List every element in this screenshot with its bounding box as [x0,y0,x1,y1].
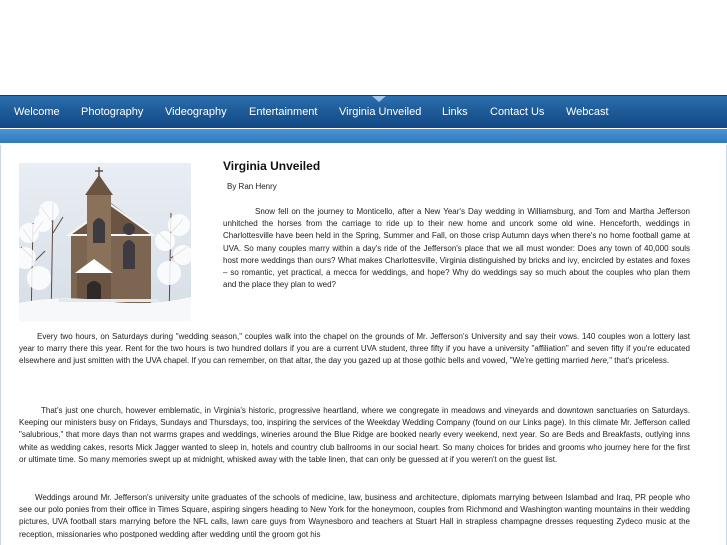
nav-virginia-unveiled[interactable]: Virginia Unveiled [339,106,422,118]
paragraph-3: That's just one church, however emblematic, in Virginia's historic, progressive heartland, where we congregate in meadows and vineyards and downtown sanctuaries on Saturdays. Keeping our ministers busy on Fridays, Sundays and Thursdays, too, inspiring the services of the Weekday Wedding Company (found on our Links page). In this climate Mr. Jefferson called "salubrious," that more days than not warms grapes and weddings, wineries around the Blue Ridge are booked nearly every weekend, next year. So are Beds and Breakfasts, outlying inns white as wedding cakes, resorts Mick Jagger wanted to sleep in, hotels and country club ballrooms in our social heart. So many choices for brides and grooms who journey here for the first or ultimate time. So many memories swept up at midnight, whisked away with the table linen, that can only be guessed at if you weren't on the guest list. [19,406,690,464]
paragraph-2 [19,331,690,368]
nav-links[interactable]: Links [442,106,468,118]
nav-contact-us[interactable]: Contact Us [490,106,545,118]
nav-entertainment[interactable]: Entertainment [249,106,318,118]
article-content [0,145,727,545]
nav-subbar [0,129,727,143]
main-nav [0,95,727,128]
article-byline: By Ran Henry [227,182,277,191]
paragraph-2-tail: " that's priceless. [609,356,670,366]
paragraph-4: Weddings around Mr. Jefferson's university unite graduates of the schools of medicine, law, business and architecture, diplomats marrying between Islambad and Iraq, PR people who see our polo ponies from their office in Times Square, aspiring singers heading to New York for the honeymoon, couples from Richmond and Washington wanting mountains in their wedding pictures, UVA football stars marrying before the NFL calls, lawn care guys from Waynesboro and teachers at Stuart Hall in strapless champagne dresses requesting Zydeco music at the reception, missionaries who postponed wedding after wedding until the groom got his [19,493,690,539]
paragraph-2-emphasis: here, [590,356,610,366]
paragraph-1: Snow fell on the journey to Monticello, after a New Year's Day wedding in Williamsburg, and Tom and Martha Jefferson unhitched the horses from the carriage to ride up to their new home and uncork some old wine. Henceforth, weddings in Charlottesville have been held in the Spring, Summer and Fall, on those crisp Autumn days when there's no home football game at UVA. So many couples marry within a day's ride of the Jefferson's place that we all must wonder: Does any town of 40,000 souls host more weddings than ours? What makes Charlottesville, Virginia distinguished by bricks and ivy, encircled by estates and foxes – so romantic, yet practical, a mecca for weddings, and hope? Why do weddings say so much about the couples who plan them and the place they plan to wed? [223,207,690,290]
nav-photography[interactable]: Photography [81,106,144,118]
paragraph-2-text: Every two hours, on Saturdays during "wedding season," couples walk into the chapel on the grounds of Mr. Jefferson's University and say their vows. 140 couples won a lottery last year to marry there this year. Rent for the two hours is two hundred dollars if you are a current UVA student, three fifty if you have a university "affiliation" and seven fifty if you're educated elsewhere and just smitten with the UVA chapel. If you can remember, on that altar, the day you gazed up at those gothic bells and vowed, "We're getting married [19,332,690,366]
nav-welcome[interactable]: Welcome [14,106,60,118]
nav-webcast[interactable]: Webcast [566,106,609,118]
article-title: Virginia Unveiled [223,159,321,173]
chapel-photo [19,163,191,321]
nav-videography[interactable]: Videography [165,106,227,118]
